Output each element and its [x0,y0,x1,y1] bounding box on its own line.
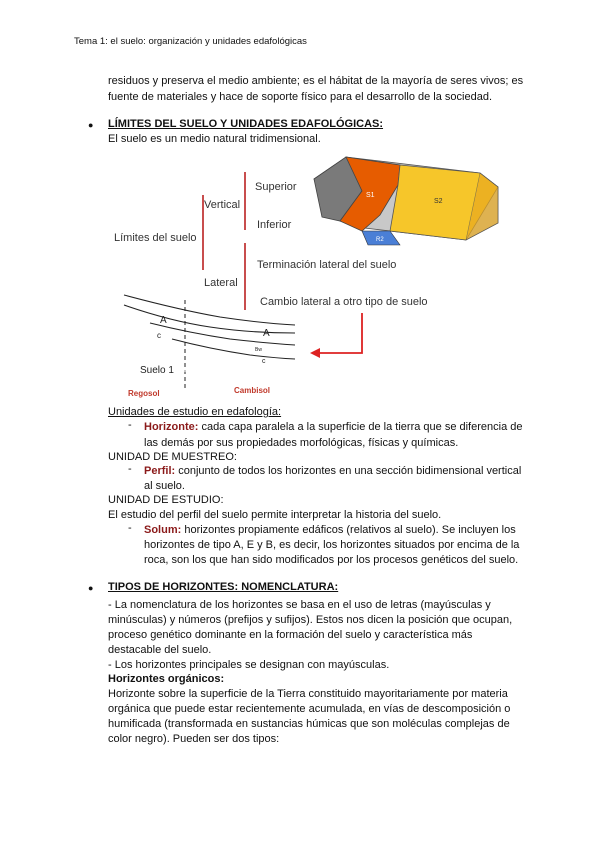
block-label-r2: R2 [376,237,384,243]
profile-label-cambisol: Cambisol [234,386,271,395]
profile-label-a1: A [160,315,167,326]
perfil-term: Perfil: [144,465,176,477]
page-header: Tema 1: el suelo: organización y unidades edafológicas [74,36,307,47]
nomen-line-5: - Los horizontes principales se designan con mayúsculas. [108,659,390,671]
organic-line-1: Horizonte sobre la superficie de la Tierra constituido mayoritariamente por materia [108,688,508,700]
soil-block-illustration [314,157,498,245]
horizonte-line-2: las demás por sus propiedades morfológicas, físicas y químicas. [144,437,459,449]
organic-line-2: orgánica que puede estar recientemente acumulada, en vías de descomposición o [108,703,511,715]
nomen-line-1: - La nomenclatura de los horizontes se basa en el uso de letras (mayúsculas y [108,599,491,611]
label-limites-suelo: Límites del suelo [114,232,197,244]
label-superior: Superior [255,181,297,193]
dash-icon: - [128,419,132,431]
profile-label-a2: A [263,328,270,339]
bullet-icon: ● [88,583,94,593]
label-vertical: Vertical [204,199,241,211]
profile-label-bw: Bw [255,347,262,353]
nomen-line-2: minúsculas) y números (prefijos y sufijos). Estos nos dicen la posición que ocupan, [108,614,513,626]
block-label-s1: S1 [366,192,375,199]
nomen-line-3: proceso genético dominante en la formación del suelo y característica más [108,629,473,641]
horizonte-line-1 [144,419,522,435]
section-title-tipos: TIPOS DE HORIZONTES: NOMENCLATURA: [108,581,339,593]
units-title: Unidades de estudio en edafología: [108,406,282,418]
block-label-s2: S2 [434,198,443,205]
label-terminacion-lateral: Terminación lateral del suelo [257,259,397,271]
profile-label-suelo1: Suelo 1 [140,365,174,376]
profile-label-regosol: Regosol [128,389,160,398]
unidad-estudio: UNIDAD DE ESTUDIO: [108,494,224,506]
profile-label-c2: c [262,358,266,365]
perfil-line-2: al suelo. [144,480,185,492]
organic-title: Horizontes orgánicos: [108,673,225,685]
perfil-line-1 [144,463,521,479]
solum-line-3: roca, son los que han sido modificados por los procesos genéticos del suelo. [144,554,519,566]
estudio-text: El estudio del perfil del suelo permite interpretar la historia del suelo. [108,509,442,521]
solum-term: Solum: [144,524,182,536]
solum-line-1 [144,522,516,538]
perfil-text-1: conjunto de todos los horizontes en una sección bidimensional vertical [175,465,522,477]
solum-line-2: horizontes de tipo A, E y B, es decir, los horizontes situados por encima de la [144,539,520,551]
nomen-line-4: destacable del suelo. [108,644,212,656]
horizonte-term: Horizonte: [144,421,199,433]
intro-line-1: residuos y preserva el medio ambiente; es el hábitat de la mayoría de seres vivos; es [108,75,524,87]
arrow-head-icon [310,348,320,358]
section1-subtitle: El suelo es un medio natural tridimensional. [108,133,321,145]
label-inferior: Inferior [257,219,292,231]
solum-text-1: horizontes propiamente edáficos (relativos al suelo). Se incluyen los [181,524,516,536]
label-lateral: Lateral [204,277,238,289]
arrow-icon [318,313,362,353]
organic-line-4: color negro). Pueden ser dos tipos: [108,733,280,745]
organic-line-3: humificada (transformada en sustancias húmicas que son moléculas complejas de [108,718,510,730]
intro-line-2: fuente de materiales y hace de soporte físico para el desarrollo de la sociedad. [108,91,493,103]
dash-icon: - [128,463,132,475]
section-title-limites: LÍMITES DEL SUELO Y UNIDADES EDAFOLÓGICAS: [108,118,384,130]
block-label-r1: R1 [324,224,333,231]
dash-icon: - [128,522,132,534]
unidad-muestreo: UNIDAD DE MUESTREO: [108,451,237,463]
soil-limits-diagram [100,145,500,405]
label-cambio-lateral: Cambio lateral a otro tipo de suelo [260,296,428,308]
profile-label-c1: c [157,331,161,340]
bullet-icon: ● [88,120,94,130]
horizonte-text-1: cada capa paralela a la superficie de la tierra que se diferencia de [198,421,523,433]
